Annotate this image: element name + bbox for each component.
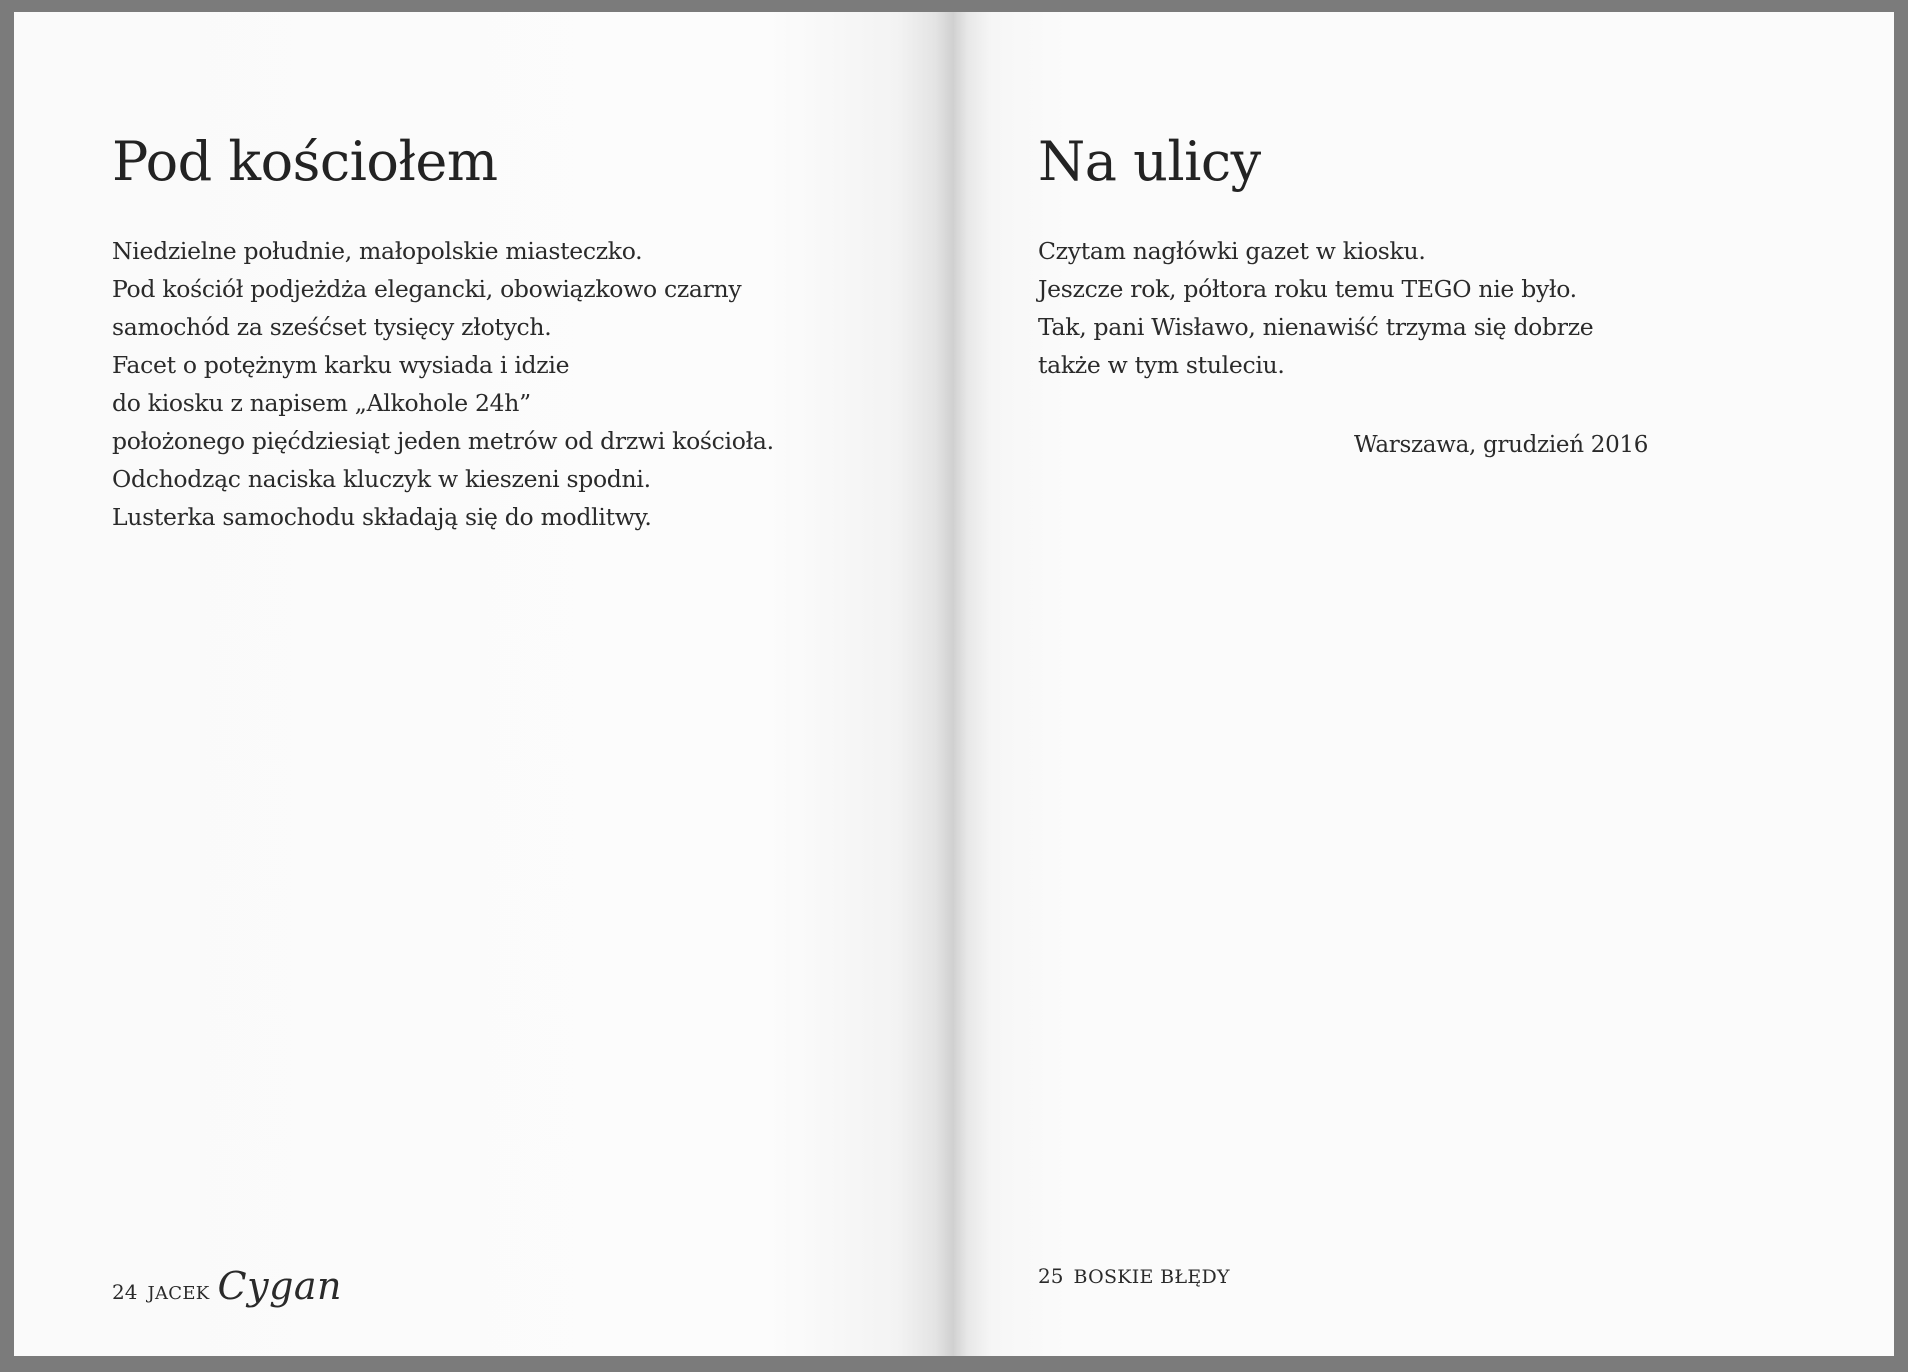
left-page-footer bbox=[112, 1264, 342, 1308]
poem-line: Jeszcze rok, półtora roku temu TEGO nie było. bbox=[1038, 275, 1577, 303]
poem-line: Czytam nagłówki gazet w kiosku. bbox=[1038, 237, 1426, 265]
author-first-name: JACEK bbox=[147, 1283, 210, 1304]
author-last-name: Cygan bbox=[217, 1264, 343, 1308]
right-page bbox=[954, 12, 1894, 1356]
poem-line: do kiosku z napisem „Alkohole 24h” bbox=[112, 389, 531, 417]
poem-line: samochód za sześćset tysięcy złotych. bbox=[112, 313, 552, 341]
place-date-signature: Warszawa, grudzień 2016 bbox=[1354, 432, 1649, 458]
book-title: BOSKIE BŁĘDY bbox=[1073, 1266, 1230, 1288]
poem-line: położonego pięćdziesiąt jeden metrów od drzwi kościoła. bbox=[112, 427, 774, 455]
poem-line: Tak, pani Wisławo, nienawiść trzyma się dobrze bbox=[1038, 313, 1594, 341]
book-spread bbox=[14, 12, 1894, 1356]
poem-line: także w tym stuleciu. bbox=[1038, 351, 1285, 379]
left-page bbox=[14, 12, 954, 1356]
left-poem bbox=[112, 232, 774, 536]
right-poem bbox=[1038, 232, 1593, 384]
poem-line: Niedzielne południe, małopolskie miasteczko. bbox=[112, 237, 643, 265]
right-page-footer bbox=[1038, 1264, 1230, 1288]
poem-line: Facet o potężnym karku wysiada i idzie bbox=[112, 351, 570, 379]
page-number: 25 bbox=[1038, 1264, 1064, 1288]
page-number: 24 bbox=[112, 1280, 138, 1304]
right-page-title: Na ulicy bbox=[1038, 130, 1261, 193]
poem-line: Lusterka samochodu składają się do modlitwy. bbox=[112, 503, 652, 531]
poem-line: Odchodząc naciska kluczyk w kieszeni spodni. bbox=[112, 465, 651, 493]
poem-line: Pod kościół podjeżdża elegancki, obowiązkowo czarny bbox=[112, 275, 742, 303]
left-page-title: Pod kościołem bbox=[112, 130, 498, 193]
